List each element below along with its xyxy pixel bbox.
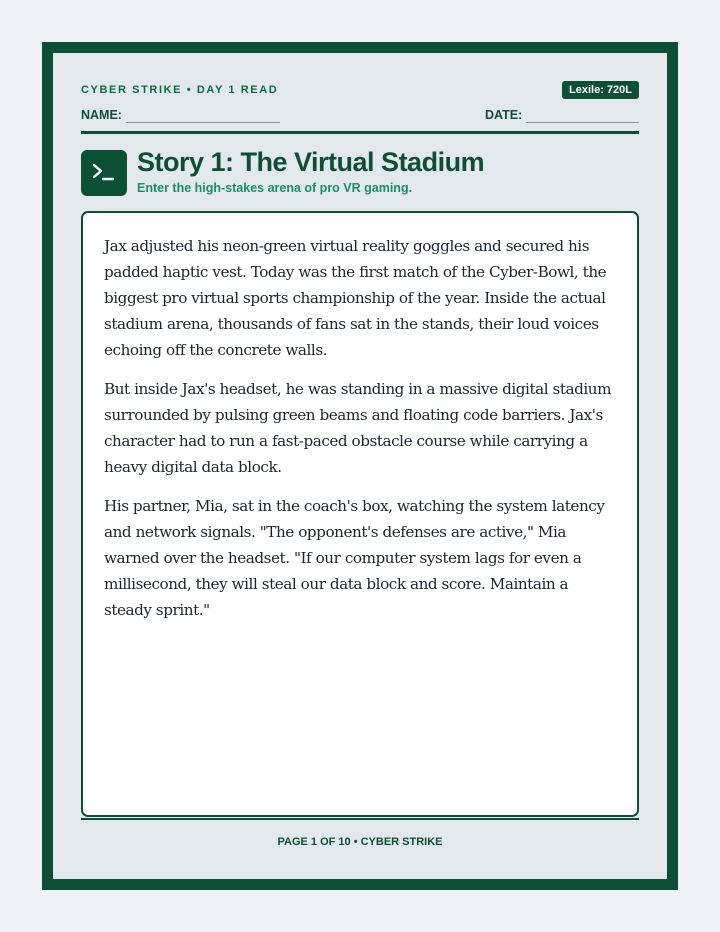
header-divider	[81, 131, 639, 134]
name-field[interactable]	[126, 122, 280, 123]
lexile-badge: Lexile: 720L	[562, 81, 639, 99]
footer-divider	[81, 818, 639, 820]
story-title: Story 1: The Virtual Stadium	[137, 147, 485, 177]
story-text-card	[81, 211, 639, 817]
date-label: DATE:	[485, 108, 523, 122]
story-subtitle: Enter the high-stakes arena of pro VR gaming.	[137, 181, 413, 195]
story-paragraph: But inside Jax's headset, he was standing in a massive digital stadium surrounded by pulsing green beams and floating code barriers. Jax's character had to run a fast-paced obstacle course while carrying a heavy digital data block.	[104, 380, 612, 476]
terminal-icon	[81, 150, 127, 196]
worksheet-page	[42, 42, 678, 890]
date-field[interactable]	[526, 122, 639, 123]
header-top-row	[81, 81, 639, 101]
name-label: NAME:	[81, 108, 122, 122]
page-footer: PAGE 1 OF 10 • CYBER STRIKE	[277, 836, 443, 848]
series-label: CYBER STRIKE • DAY 1 READ	[81, 84, 279, 96]
story-paragraph: Jax adjusted his neon-green virtual reality goggles and secured his padded haptic vest. Today was the first match of the Cyber-Bowl, the biggest pro virtual sports championship of the year. Inside the actual stadium arena, thousands of fans sat in the stands, their loud voices echoing off the concrete walls.	[104, 237, 607, 359]
story-paragraph: His partner, Mia, sat in the coach's box, watching the system latency and network signals. "The opponent's defenses are active," Mia warned over the headset. "If our computer system lags for even a millisecond, they will steal our data block and score. Maintain a steady sprint."	[104, 497, 605, 619]
name-date-row	[81, 108, 639, 126]
